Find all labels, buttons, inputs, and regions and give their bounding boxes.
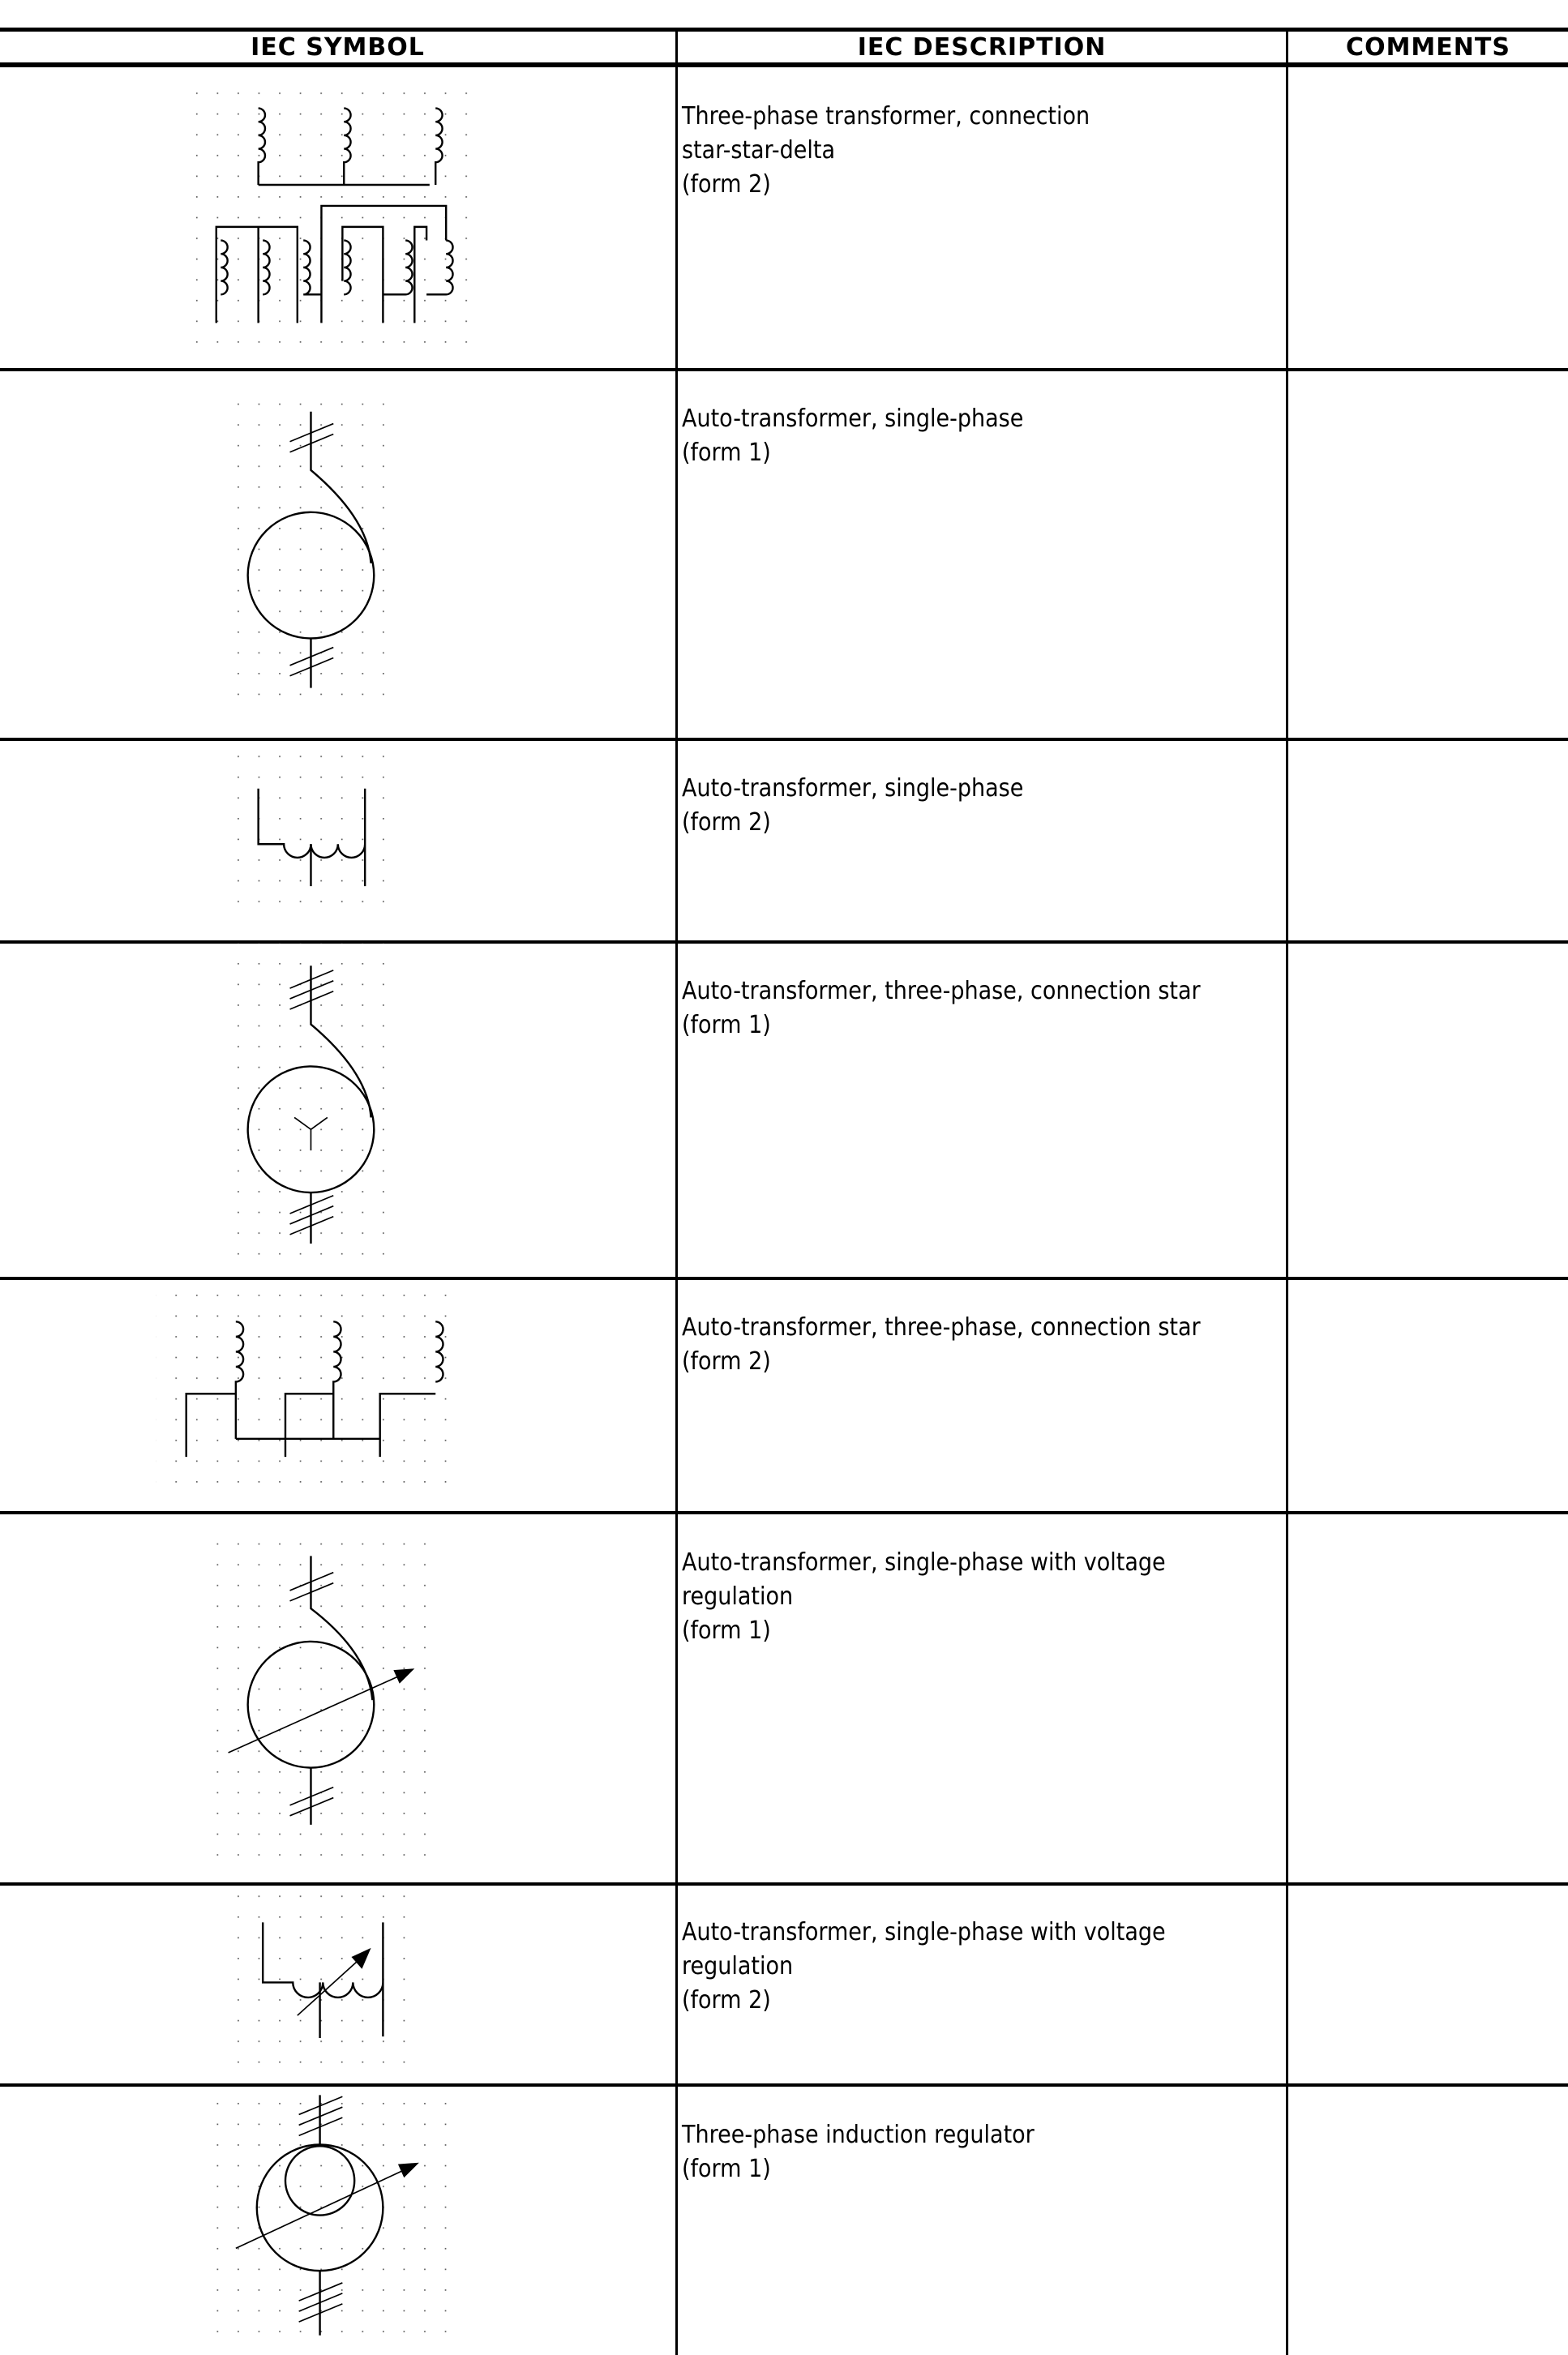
description-line: (form 1) xyxy=(682,1011,771,1039)
description-line: regulation xyxy=(682,1952,794,1980)
description-line: (form 1) xyxy=(682,2155,771,2183)
description-cell xyxy=(682,772,1282,840)
description-line: (form 1) xyxy=(682,1616,771,1645)
description-line: Auto-transformer, single-phase with voltage xyxy=(682,1548,1166,1577)
auto-transformer-single-phase-form2-symbol xyxy=(222,751,400,918)
description-line: Auto-transformer, single-phase xyxy=(682,774,1024,803)
row-divider xyxy=(0,1882,1568,1886)
description-line: Auto-transformer, single-phase with voltage xyxy=(682,1918,1166,1946)
description-line: (form 2) xyxy=(682,170,771,199)
description-line: Three-phase induction regulator xyxy=(682,2121,1035,2149)
description-line: (form 2) xyxy=(682,1347,771,1376)
description-cell xyxy=(682,1546,1282,1648)
header-comments: COMMENTS xyxy=(1346,33,1510,62)
row-divider xyxy=(0,738,1568,741)
three-phase-transformer-symbol xyxy=(186,78,475,348)
auto-transformer-regulation-form1-symbol xyxy=(201,1532,444,1856)
auto-transformer-regulation-form2-symbol xyxy=(225,1890,421,2073)
description-line: Auto-transformer, three-phase, connection star xyxy=(682,977,1201,1005)
description-line: (form 1) xyxy=(682,439,771,467)
description-line: star-star-delta xyxy=(682,136,836,165)
row-divider xyxy=(0,1511,1568,1514)
row-divider xyxy=(0,368,1568,371)
description-line: Auto-transformer, single-phase xyxy=(682,405,1024,433)
description-line: regulation xyxy=(682,1582,794,1611)
description-cell xyxy=(682,100,1282,202)
auto-transformer-three-phase-form2-symbol xyxy=(156,1295,456,1487)
auto-transformer-three-phase-form1-symbol xyxy=(222,944,402,1268)
induction-regulator-symbol xyxy=(208,2091,452,2343)
description-line: Auto-transformer, three-phase, connection star xyxy=(682,1313,1201,1342)
column-divider xyxy=(675,30,678,2355)
column-divider xyxy=(1286,30,1288,2355)
description-cell xyxy=(682,402,1282,470)
row-divider xyxy=(0,2083,1568,2087)
row-divider xyxy=(0,940,1568,944)
row-divider xyxy=(0,1277,1568,1280)
description-line: Three-phase transformer, connection xyxy=(682,102,1090,131)
header-iec-symbol: IEC SYMBOL xyxy=(251,33,425,62)
description-line: (form 2) xyxy=(682,1986,771,2015)
description-cell xyxy=(682,1916,1282,2018)
description-cell xyxy=(682,2118,1282,2186)
description-cell xyxy=(682,974,1282,1043)
description-line: (form 2) xyxy=(682,808,771,837)
header-iec-description: IEC DESCRIPTION xyxy=(857,33,1107,62)
auto-transformer-single-phase-form1-symbol xyxy=(222,388,402,712)
description-cell xyxy=(682,1311,1282,1379)
